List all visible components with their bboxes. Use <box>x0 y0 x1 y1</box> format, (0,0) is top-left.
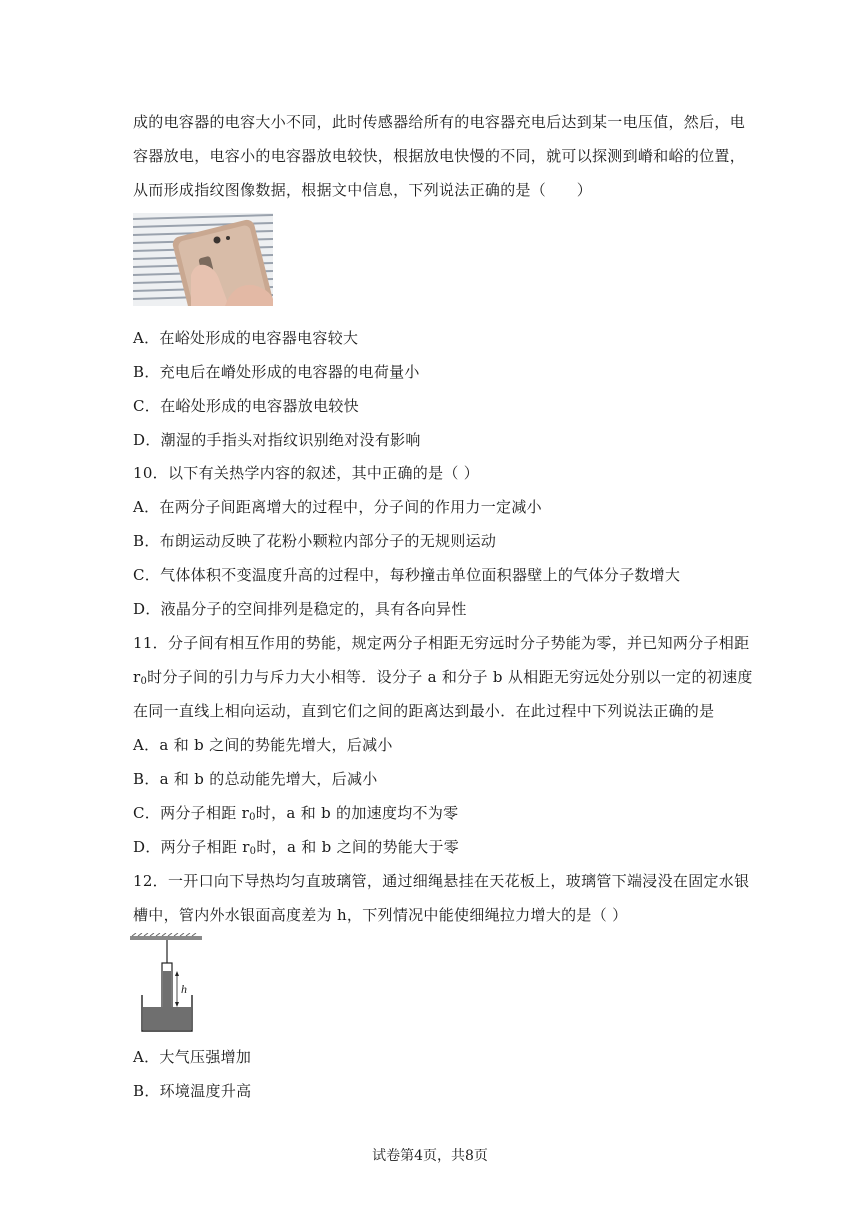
q10-option-a: A．在两分子间距离增大的过程中，分子间的作用力一定减小 <box>133 498 542 516</box>
q10-option-b: B．布朗运动反映了花粉小颗粒内部分子的无规则运动 <box>133 532 497 550</box>
q10-option-c: C．气体体积不变温度升高的过程中，每秒撞击单位面积器壁上的气体分子数增大 <box>133 566 681 584</box>
mercury-tube-diagram <box>130 933 204 1033</box>
q9-intro-line-1: 成的电容器的电容大小不同，此时传感器给所有的电容器充电后达到某一电压值，然后，电 <box>133 113 746 131</box>
q12-stem-line-1: 12．一开口向下导热均匀直玻璃管，通过细绳悬挂在天花板上，玻璃管下端浸没在固定水银 <box>133 872 750 890</box>
q9-intro-line-3: 从而形成指纹图像数据，根据文中信息，下列说法正确的是（ ） <box>133 181 593 199</box>
page-footer: 试卷第4页，共8页 <box>372 1148 488 1164</box>
q10-stem: 10．以下有关热学内容的叙述，其中正确的是（ ） <box>133 464 480 482</box>
q11-option-d: D．两分子相距 $r_0$时，a 和 b 之间的势能大于零 <box>133 838 459 857</box>
diagram-h-label: h <box>181 982 187 996</box>
q11-option-c: C．两分子相距 $r_0$时，a 和 b 的加速度均不为零 <box>133 804 459 823</box>
fingerprint-phone-photo <box>133 213 273 306</box>
q11-stem-line-1: 11．分子间有相互作用的势能，规定两分子相距无穷远时分子势能为零，并已知两分子相距 <box>133 634 750 652</box>
q10-option-d: D．液晶分子的空间排列是稳定的，具有各向异性 <box>133 600 467 618</box>
q9-option-d: D．潮湿的手指头对指纹识别绝对没有影响 <box>133 431 421 449</box>
q11-stem-line-2: $r_0$时分子间的引力与斥力大小相等．设分子 a 和分子 b 从相距无穷远处分别以一定的初速度 <box>133 668 753 687</box>
q12-option-b: B．环境温度升高 <box>133 1082 252 1100</box>
q12-option-a: A．大气压强增加 <box>133 1048 252 1066</box>
q9-option-a: A．在峪处形成的电容器电容较大 <box>133 329 359 347</box>
q11-option-a: A．a 和 b 之间的势能先增大，后减小 <box>133 736 393 754</box>
q11-option-b: B．a 和 b 的总动能先增大，后减小 <box>133 770 378 788</box>
q12-stem-line-2: 槽中，管内外水银面高度差为 h，下列情况中能使细绳拉力增大的是（ ） <box>133 906 628 924</box>
q9-option-c: C．在峪处形成的电容器放电较快 <box>133 397 359 415</box>
q9-option-b: B．充电后在嵴处形成的电容器的电荷量小 <box>133 363 420 381</box>
q11-stem-line-3: 在同一直线上相向运动，直到它们之间的距离达到最小．在此过程中下列说法正确的是 <box>133 702 715 720</box>
q9-intro-line-2: 容器放电，电容小的电容器放电较快，根据放电快慢的不同，就可以探测到嵴和峪的位置， <box>133 147 746 165</box>
